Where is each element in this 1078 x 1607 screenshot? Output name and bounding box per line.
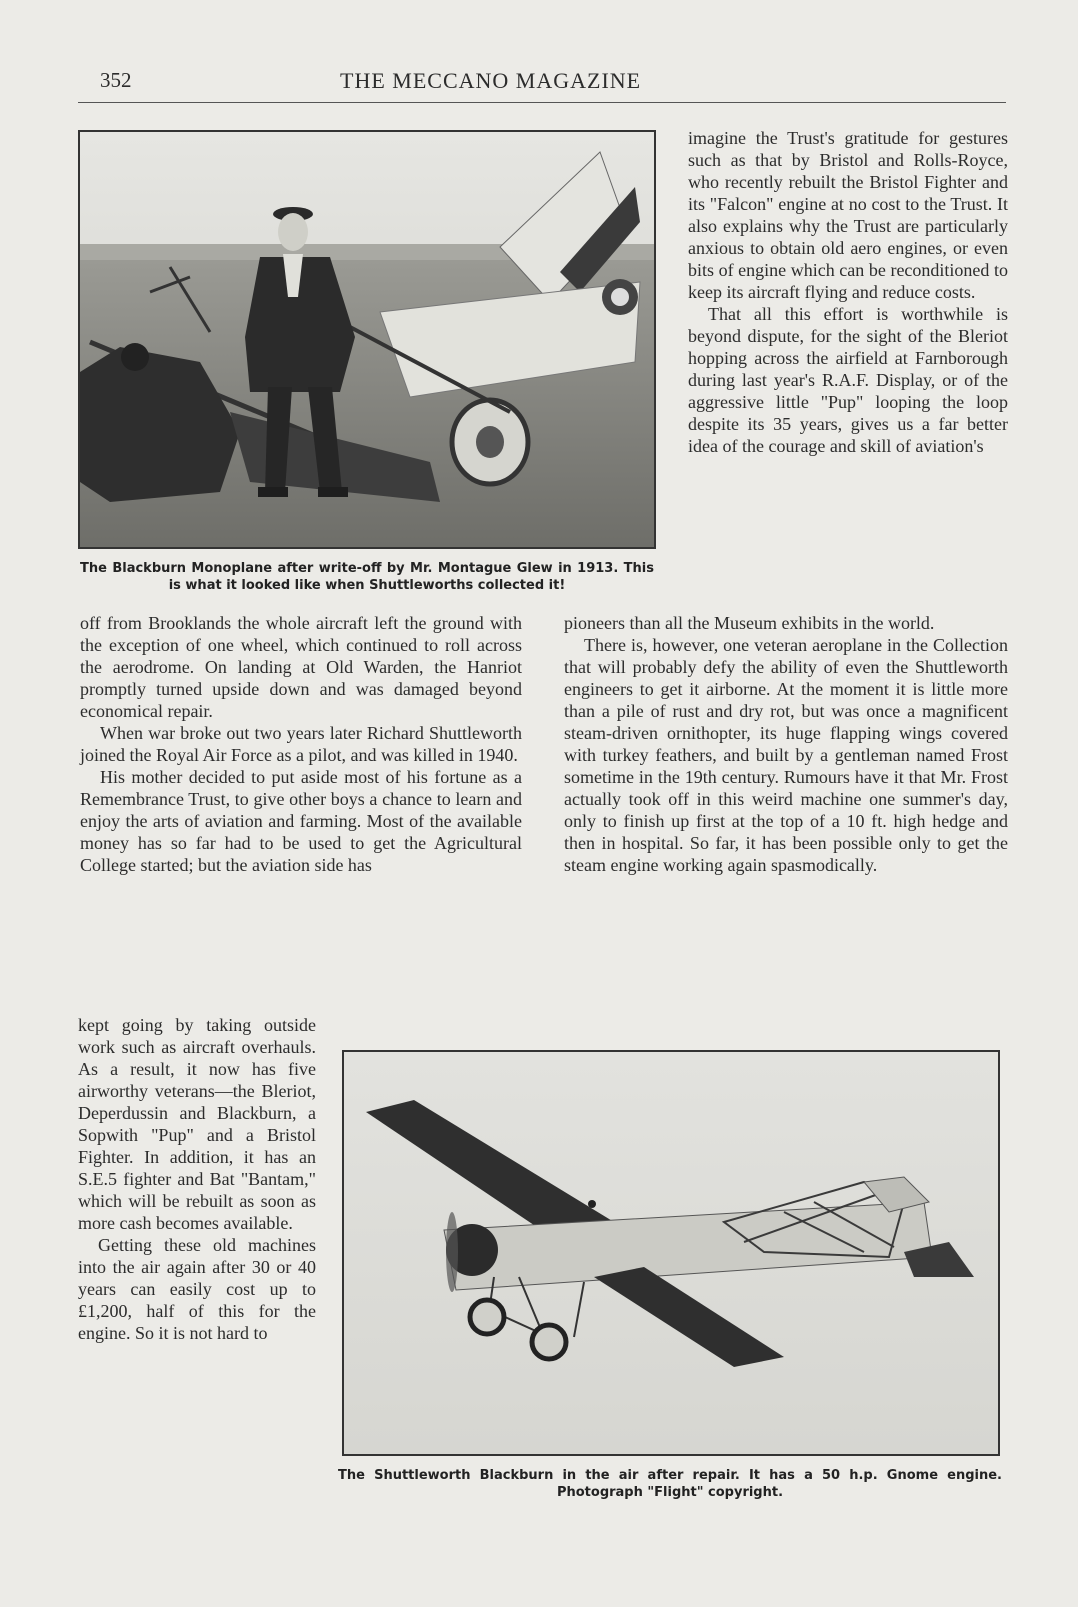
paragraph: pioneers than all the Museum exhibits in the world. [564,613,935,633]
header-rule [78,102,1006,103]
text-column-right-top [688,127,1008,457]
paragraph: That all this effort is worthwhile is beyond dispute, for the sight of the Bleriot hopping across the airfield at Farnborough during last year's R.A.F. Display, or of the aggressive little "Pup" looping the loop despite its 35 years, gives us a far better idea of the courage and skill of aviation's [688,304,1008,456]
paragraph: His mother decided to put aside most of his fortune as a Remembrance Trust, to give other boys a chance to learn and enjoy the arts of aviation and farming. Most of the available money has so far had to be used to get the Agricultural College started; but the aviation side has [80,767,522,875]
photo-caption-bottom: The Shuttleworth Blackburn in the air after repair. It has a 50 h.p. Gnome engine. Photograph "Flight" copyright. [338,1468,1002,1500]
magazine-title: THE MECCANO MAGAZINE [340,68,642,93]
paragraph: There is, however, one veteran aeroplane in the Collection that will probably defy the ability of even the Shuttleworth engineers to get it airborne. At the moment it is little more than a pile of rust and dry rot, but was once a magnificent steam-driven ornithopter, its huge flapping wings covered with turkey feathers, and built by a gentleman named Frost sometime in the 19th century. Rumours have it that Mr. Frost actually took off in this weird machine one summer's day, only to finish up first at the top of a 10 ft. high hedge and then in hospital. So far, it has been possible only to get the steam engine working again spasmodically. [564,635,1008,875]
paragraph: off from Brooklands the whole aircraft left the ground with the exception of one wheel, which continued to roll across the aerodrome. On landing at Old Warden, the Hanriot promptly turned upside down and was damaged beyond economical repair. [80,613,522,721]
text-column-right-mid [564,612,1008,876]
paragraph: imagine the Trust's gratitude for gestures such as that by Bristol and Rolls-Royce, who recently rebuilt the Bristol Fighter and its "Falcon" engine at no cost to the Trust. It also explains why the Trust are particularly anxious to obtain old aero engines, or even bits of engine which can be reconditioned to keep its aircraft flying and reduce costs. [688,128,1008,302]
page-number: 352 [100,68,132,92]
photo-caption-top: The Blackburn Monoplane after write-off by Mr. Montague Glew in 1913. This is what it looked like when Shuttleworths collected it! [80,561,654,593]
paragraph: kept going by taking outside work such as aircraft overhauls. As a result, it now has five airworthy veterans—the Bleriot, Deperdussin and Blackburn, a Sopwith "Pup" and a Bristol Fighter. In addition, it has an S.E.5 fighter and Bat "Bantam," which will be rebuilt as soon as more cash becomes available. [78,1015,316,1233]
paragraph: Getting these old machines into the air again after 30 or 40 years can easily cost up to £1,200, half of this for the engine. So it is not hard to [78,1235,316,1343]
paragraph: When war broke out two years later Richard Shuttleworth joined the Royal Air Force as a pilot, and was killed in 1940. [80,723,522,765]
photo-wrecked-monoplane [78,130,656,549]
text-column-left [80,612,522,876]
text-column-left-narrow [78,1014,316,1344]
photo-blackburn-in-flight [342,1050,1000,1456]
